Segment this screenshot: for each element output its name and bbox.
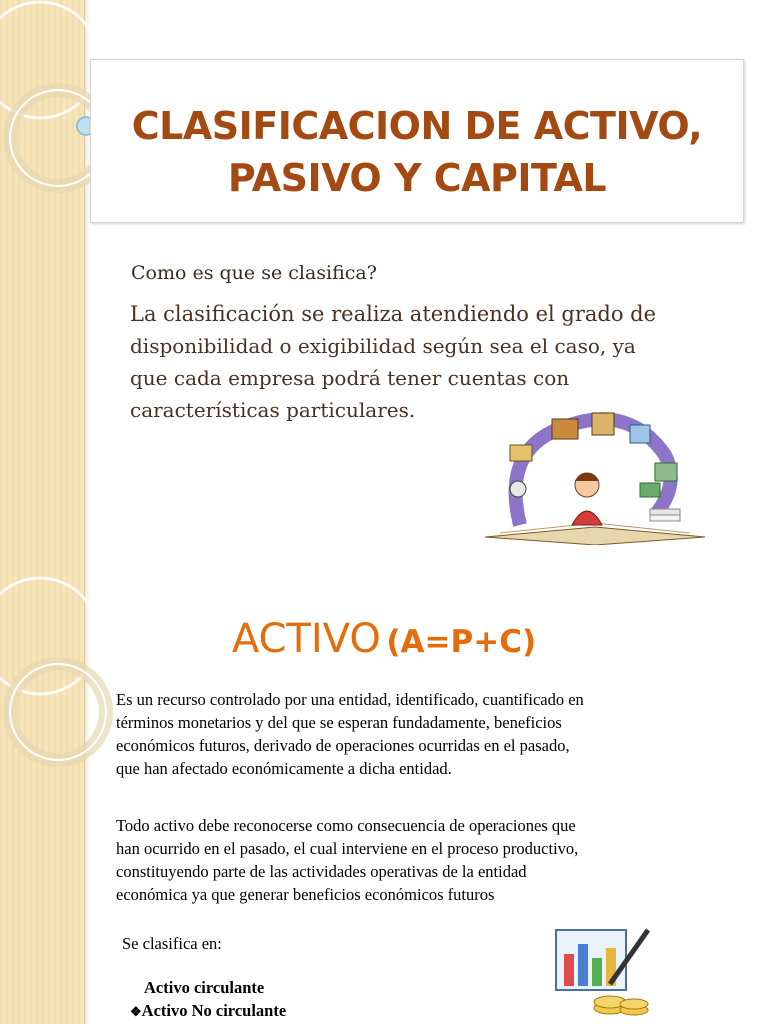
todo-line-2: han ocurrido en el pasado, el cual interviene en el proceso productivo, [116,839,579,858]
todo-line-3: constituyendo parte de las actividades operativas de la entidad [116,862,527,881]
slide-2 [0,576,768,1024]
activo-recognition-text [116,814,706,906]
classification-list [130,976,286,1023]
todo-line-1: Todo activo debe reconocerse como consecuencia de operaciones que [116,816,576,835]
list-item-circulante: Activo circulante [144,978,265,997]
slide-title [91,100,743,204]
list-item-no-circulante [130,999,286,1023]
definition-line-4: que han afectado económicamente a dicha entidad. [116,759,452,778]
title-line-1: CLASIFICACION DE ACTIVO, [131,104,703,148]
diamond-bullet-icon: ❖ [130,1004,142,1019]
activo-definition [116,688,706,780]
title-box [90,59,744,223]
activo-formula: (A=P+C) [386,624,537,660]
paragraph-line-3: que cada empresa podrá tener cuentas con [130,366,570,390]
student-finance-illustration-icon [480,405,710,545]
list-item-no-circulante-label: Activo No circulante [141,1001,287,1020]
question-heading: Como es que se clasifica? [131,262,377,284]
activo-heading [0,616,768,662]
todo-line-4: económica ya que generar beneficios económicos futuros [116,885,495,904]
paragraph-line-4: características particulares. [130,398,416,422]
definition-line-2: términos monetarios y del que se esperan fundadamente, beneficios [116,713,562,732]
paragraph-line-2: disponibilidad o exigibilidad según sea el caso, ya [130,334,636,358]
definition-line-1: Es un recurso controlado por una entidad, identificado, cuantificado en [116,690,584,709]
chart-coins-illustration-icon [550,924,660,1024]
paragraph-line-1: La clasificación se realiza atendiendo el grado de [130,302,657,326]
title-line-2: PASIVO Y CAPITAL [227,156,607,200]
classify-intro: Se clasifica en: [122,934,222,953]
definition-line-3: económicos futuros, derivado de operaciones ocurridas en el pasado, [116,736,570,755]
activo-word: ACTIVO [231,616,381,662]
